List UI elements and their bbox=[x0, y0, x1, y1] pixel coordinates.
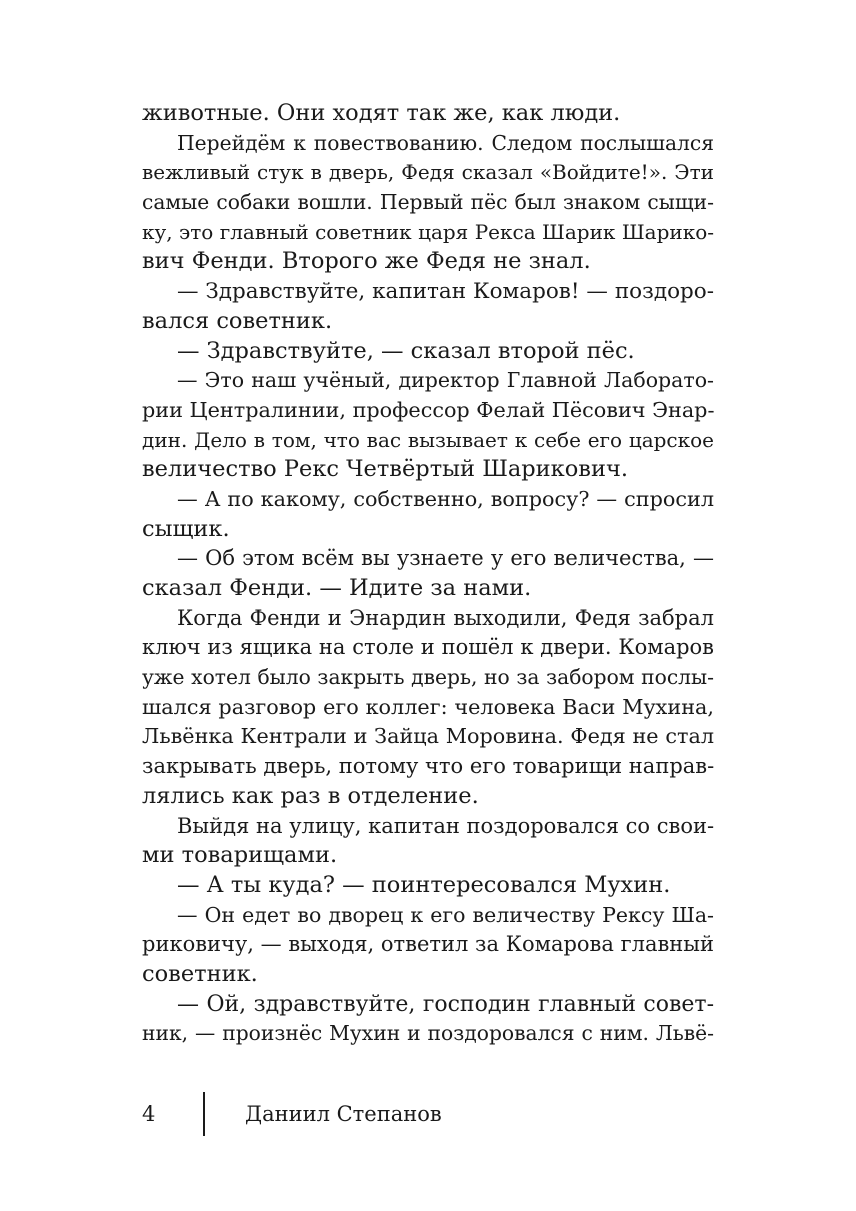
text-line: советник. bbox=[142, 960, 258, 987]
text-line: величество Рекс Четвёртый Шарикович. bbox=[142, 456, 628, 483]
footer-divider bbox=[203, 1092, 205, 1136]
text-line: — А по какому, собственно, вопросу? — спросил bbox=[177, 486, 714, 511]
text-line: вался советник. bbox=[142, 307, 333, 334]
text-line: уже хотел было закрыть дверь, но за забором послы- bbox=[142, 665, 714, 690]
text-line: — Ой, здравствуйте, господин главный совет- bbox=[177, 991, 714, 1017]
body-text bbox=[142, 99, 714, 1049]
text-line: — Здравствуйте, капитан Комаров! — поздоро- bbox=[177, 279, 714, 305]
text-line: Выйдя на улицу, капитан поздоровался со свои- bbox=[177, 813, 714, 838]
page-number: 4 bbox=[142, 1102, 156, 1126]
text-line: Перейдём к повествованию. Следом послышался bbox=[177, 130, 714, 155]
text-line: Когда Фенди и Энардин выходили, Федя забрал bbox=[177, 605, 714, 630]
text-line: рии Централинии, профессор Фелай Пёсович Энар- bbox=[142, 397, 714, 422]
text-line: ключ из ящика на столе и пошёл к двери. Комаров bbox=[142, 635, 714, 660]
text-line: сказал Фенди. — Идите за нами. bbox=[142, 575, 532, 601]
text-line: — Он едет во дворец к его величеству Рексу Ша- bbox=[177, 902, 714, 927]
text-line: Львёнка Кентрали и Зайца Моровина. Федя не стал bbox=[142, 724, 714, 749]
running-header-author: Даниил Степанов bbox=[245, 1102, 442, 1126]
text-line: животные. Они ходят так же, как люди. bbox=[142, 100, 621, 126]
text-line: сыщик. bbox=[142, 515, 230, 542]
text-line: ми товарищами. bbox=[142, 842, 338, 869]
text-line: закрывать дверь, потому что его товарищи направ- bbox=[142, 754, 714, 779]
text-line: ник, — произнёс Мухин и поздоровался с ним. Львё- bbox=[142, 1021, 714, 1046]
text-line: риковичу, — выходя, ответил за Комарова главный bbox=[142, 932, 714, 957]
text-line: — А ты куда? — поинтересовался Мухин. bbox=[177, 871, 671, 898]
page-footer bbox=[142, 1092, 714, 1136]
text-line: — Это наш учёный, директор Главной Лаборато- bbox=[177, 368, 714, 393]
text-line: — Об этом всём вы узнаете у его величества, — bbox=[177, 546, 714, 571]
text-line: самые собаки вошли. Первый пёс был знаком сыщи- bbox=[142, 190, 714, 215]
text-line: ку, это главный советник царя Рекса Шарик Шарико- bbox=[142, 219, 714, 244]
text-line: вежливый стук в дверь, Федя сказал «Войдите!». Эти bbox=[142, 160, 714, 185]
text-line: дин. Дело в том, что вас вызывает к себе его царское bbox=[142, 427, 714, 452]
text-line: — Здравствуйте, — сказал второй пёс. bbox=[177, 337, 635, 364]
text-line: лялись как раз в отделение. bbox=[142, 782, 479, 809]
text-line: вич Фенди. Второго же Федя не знал. bbox=[142, 248, 591, 275]
text-line: шался разговор его коллег: человека Васи Мухина, bbox=[142, 694, 714, 719]
